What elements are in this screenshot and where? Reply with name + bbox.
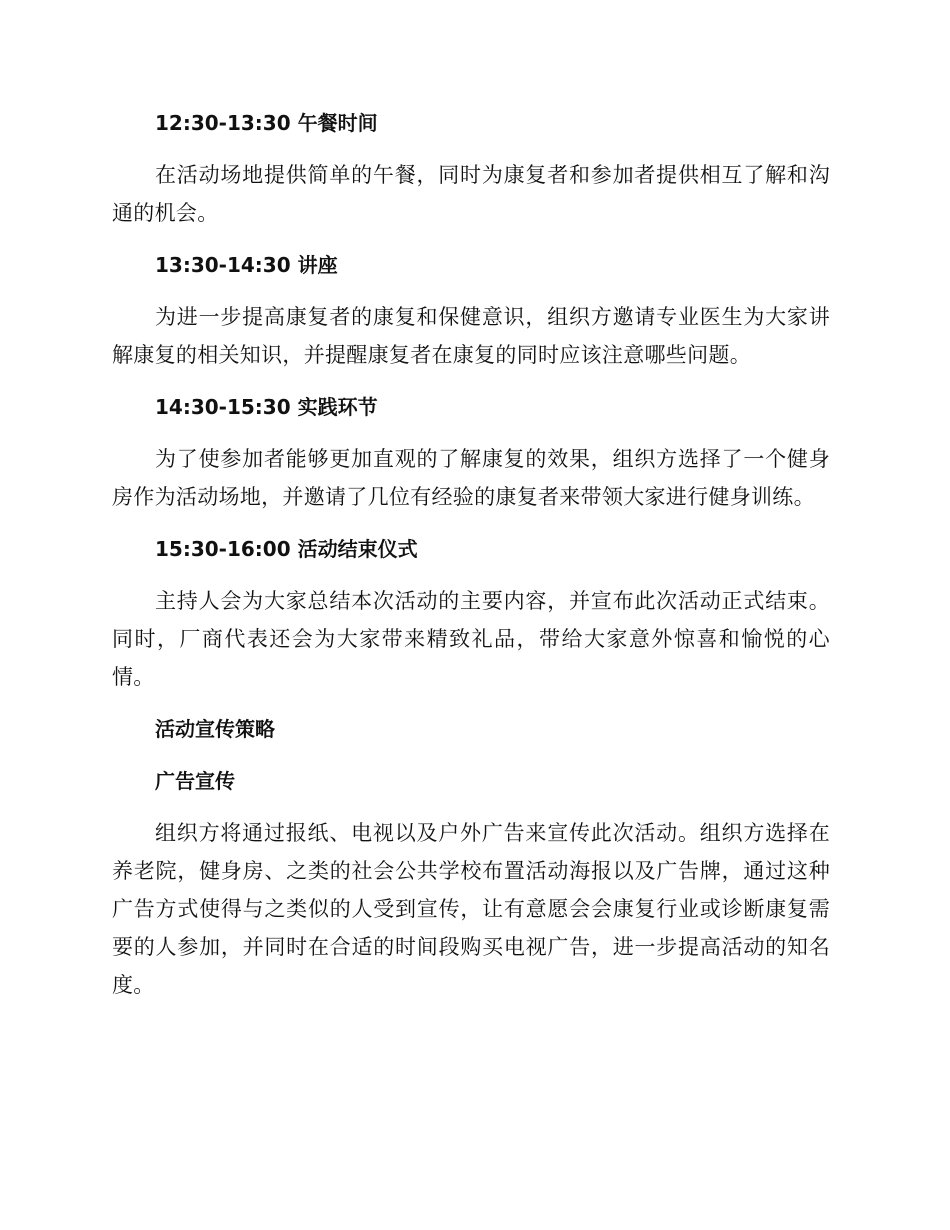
section-heading-practice: 14:30-15:30 实践环节	[155, 395, 378, 419]
section-paragraph-practice: 为了使参加者能够更加直观的了解康复的效果，组织方选择了一个健身房作为活动场地，并邀请了几位有经验的康复者来带领大家进行健身训练。	[112, 447, 830, 509]
section-paragraph-lunch: 在活动场地提供简单的午餐，同时为康复者和参加者提供相互了解和沟通的机会。	[112, 163, 830, 225]
section-paragraph-advertising: 组织方将通过报纸、电视以及户外广告来宣传此次活动。组织方选择在养老院，健身房、之类的社会公共学校布置活动海报以及广告牌，通过这种广告方式使得与之类似的人受到宣传，让有意愿会会康复行业或诊断康复需要的人参加，并同时在合适的时间段购买电视广告，进一步提高活动的知名度。	[112, 821, 830, 997]
section-heading-lecture: 13:30-14:30 讲座	[155, 253, 338, 277]
section-paragraph-lecture: 为进一步提高康复者的康复和保健意识，组织方邀请专业医生为大家讲解康复的相关知识，并提醒康复者在康复的同时应该注意哪些问题。	[112, 305, 830, 367]
section-heading-lunch: 12:30-13:30 午餐时间	[155, 111, 378, 135]
section-heading-promotion-strategy: 活动宣传策略	[155, 717, 275, 741]
section-heading-closing: 15:30-16:00 活动结束仪式	[155, 537, 418, 561]
document-body	[112, 104, 830, 1004]
section-paragraph-closing: 主持人会为大家总结本次活动的主要内容，并宣布此次活动正式结束。同时，厂商代表还会为大家带来精致礼品，带给大家意外惊喜和愉悦的心情。	[112, 589, 830, 689]
section-heading-advertising: 广告宣传	[155, 769, 235, 793]
